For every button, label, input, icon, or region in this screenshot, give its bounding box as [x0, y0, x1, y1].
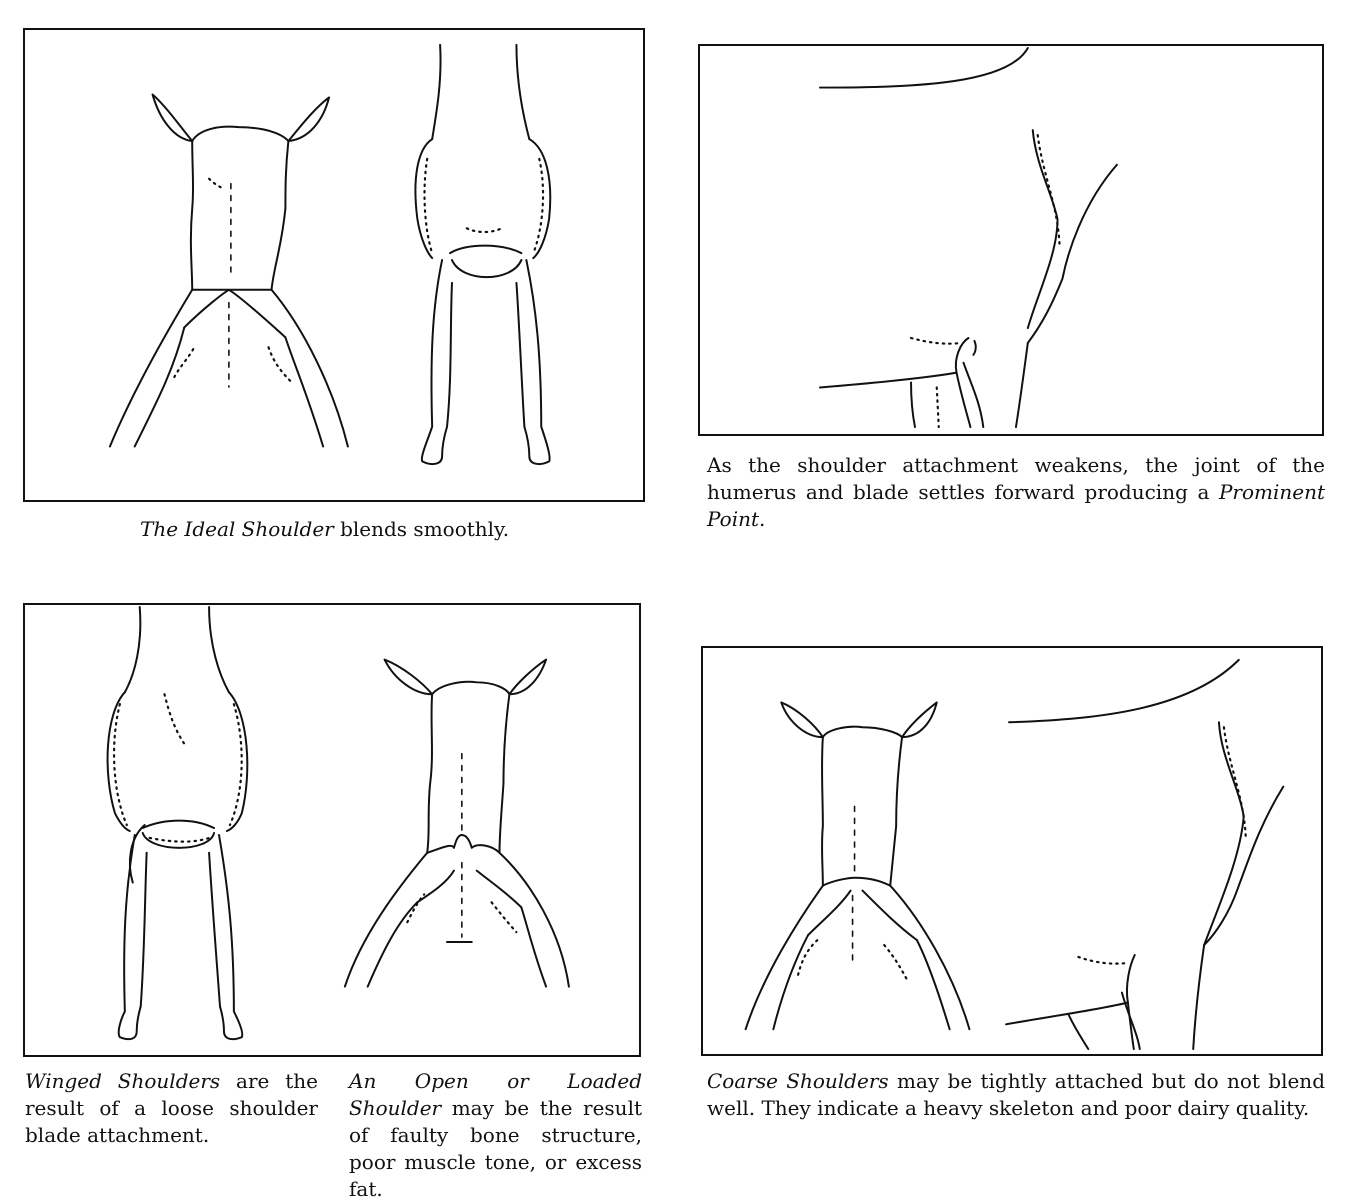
winged-open-shoulder-illustration — [25, 605, 639, 1055]
prominent-point-panel — [698, 44, 1324, 436]
ideal-shoulder-caption: The Ideal Shoulder blends smoothly. — [140, 517, 510, 541]
ideal-shoulder-illustration — [25, 30, 643, 500]
goat-top-view-coarse — [746, 702, 970, 1029]
winged-shoulder-caption: Winged Shoulders are the result of a loose shoulder blade attachment. — [25, 1069, 318, 1147]
ideal-shoulder-panel — [23, 28, 645, 502]
goat-top-view — [110, 94, 348, 446]
coarse-shoulder-panel — [701, 646, 1323, 1056]
prominent-point-illustration — [700, 46, 1322, 434]
coarse-shoulder-illustration — [703, 648, 1321, 1054]
winged-open-shoulder-panel — [23, 603, 641, 1057]
goat-rear-view-winged — [108, 607, 248, 1039]
goat-side-view — [820, 48, 1117, 427]
coarse-shoulder-caption: Coarse Shoulders may be tightly attached but do not blend well. They indicate a heavy skeleton and poor dairy quality. — [707, 1069, 1325, 1120]
open-shoulder-caption: An Open or Loaded Shoulder may be the result of faulty bone structure, poor muscle tone, or excess fat. — [349, 1069, 642, 1201]
prominent-point-caption: As the shoulder attachment weakens, the joint of the humerus and blade settles forward producing a Prominent Point. — [707, 453, 1325, 531]
goat-rear-view — [415, 45, 550, 464]
goat-side-view-coarse — [1006, 660, 1283, 1049]
goat-top-view-open — [345, 660, 569, 987]
